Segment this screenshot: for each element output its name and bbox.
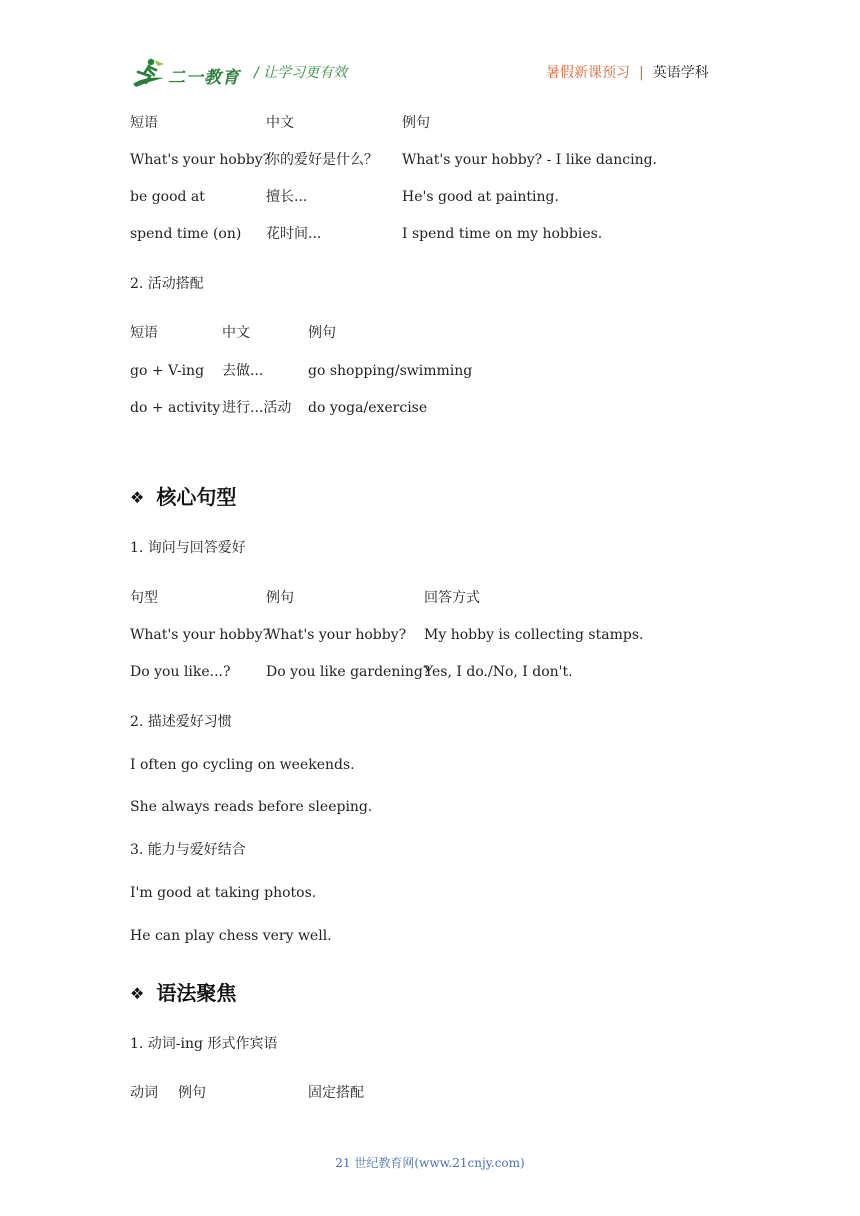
example-sentence: He can play chess very well. bbox=[130, 928, 332, 944]
course-label: 暑假新课预习 bbox=[546, 65, 630, 81]
table-header: 例句 bbox=[266, 590, 294, 606]
table-cell: What's your hobby? bbox=[266, 627, 407, 643]
table-cell: Do you like...? bbox=[130, 664, 231, 680]
diamond-bullet-icon: ❖ bbox=[130, 488, 145, 507]
table-cell: go shopping/swimming bbox=[308, 363, 473, 379]
table-cell: go + V-ing bbox=[130, 363, 205, 379]
table-header: 例句 bbox=[178, 1085, 206, 1101]
subheading: 1. 动词-ing 形式作宾语 bbox=[130, 1036, 278, 1052]
table-cell: He's good at painting. bbox=[402, 189, 559, 205]
table-cell: My hobby is collecting stamps. bbox=[424, 627, 644, 643]
table-cell: What's your hobby? bbox=[130, 152, 271, 168]
diamond-bullet-icon: ❖ bbox=[130, 984, 145, 1003]
subheading: 1. 询问与回答爱好 bbox=[130, 540, 246, 556]
table-cell: Yes, I do./No, I don't. bbox=[424, 664, 573, 680]
table-cell: be good at bbox=[130, 189, 205, 205]
table-header: 中文 bbox=[222, 325, 250, 341]
table-header: 短语 bbox=[130, 115, 158, 131]
subheading: 3. 能力与爱好结合 bbox=[130, 842, 246, 858]
example-sentence: She always reads before sleeping. bbox=[130, 799, 373, 815]
page-footer: 21 世纪教育网(www.21cnjy.com) bbox=[335, 1156, 525, 1170]
site-logo bbox=[130, 56, 240, 90]
example-sentence: I'm good at taking photos. bbox=[130, 885, 317, 901]
table-header: 回答方式 bbox=[424, 590, 480, 606]
table-cell: spend time (on) bbox=[130, 226, 242, 242]
subheading: 2. 活动搭配 bbox=[130, 276, 204, 292]
section-title: 核心句型 bbox=[156, 485, 237, 509]
table-cell: What's your hobby? bbox=[130, 627, 271, 643]
table-cell: 进行...活动 bbox=[222, 400, 292, 416]
section-title: 语法聚焦 bbox=[156, 981, 237, 1005]
logo-text: 二一教育 bbox=[168, 68, 240, 88]
table-header: 固定搭配 bbox=[308, 1085, 364, 1101]
table-header: 短语 bbox=[130, 325, 158, 341]
runner-logo-icon bbox=[130, 56, 170, 90]
table-header: 动词 bbox=[130, 1085, 158, 1101]
table-cell: 花时间... bbox=[266, 226, 322, 242]
slogan: / 让学习更有效 bbox=[254, 65, 348, 81]
table-header: 例句 bbox=[402, 115, 430, 131]
table-header: 句型 bbox=[130, 590, 158, 606]
header-separator: | bbox=[639, 65, 644, 81]
table-cell: 擅长... bbox=[266, 189, 308, 205]
table-cell: do yoga/exercise bbox=[308, 400, 428, 416]
table-cell: do + activity bbox=[130, 400, 221, 416]
table-cell: I spend time on my hobbies. bbox=[402, 226, 603, 242]
table-cell: Do you like gardening? bbox=[266, 664, 431, 680]
section-heading bbox=[130, 481, 236, 510]
subheading: 2. 描述爱好习惯 bbox=[130, 714, 232, 730]
table-header: 例句 bbox=[308, 325, 336, 341]
subject-label: 英语学科 bbox=[652, 65, 709, 81]
table-cell: What's your hobby? - I like dancing. bbox=[402, 152, 658, 168]
example-sentence: I often go cycling on weekends. bbox=[130, 757, 355, 773]
table-header: 中文 bbox=[266, 115, 294, 131]
section-heading bbox=[130, 977, 236, 1006]
header-course-info bbox=[546, 62, 709, 82]
table-cell: 去做... bbox=[222, 363, 264, 379]
table-cell: 你的爱好是什么？ bbox=[266, 152, 378, 168]
